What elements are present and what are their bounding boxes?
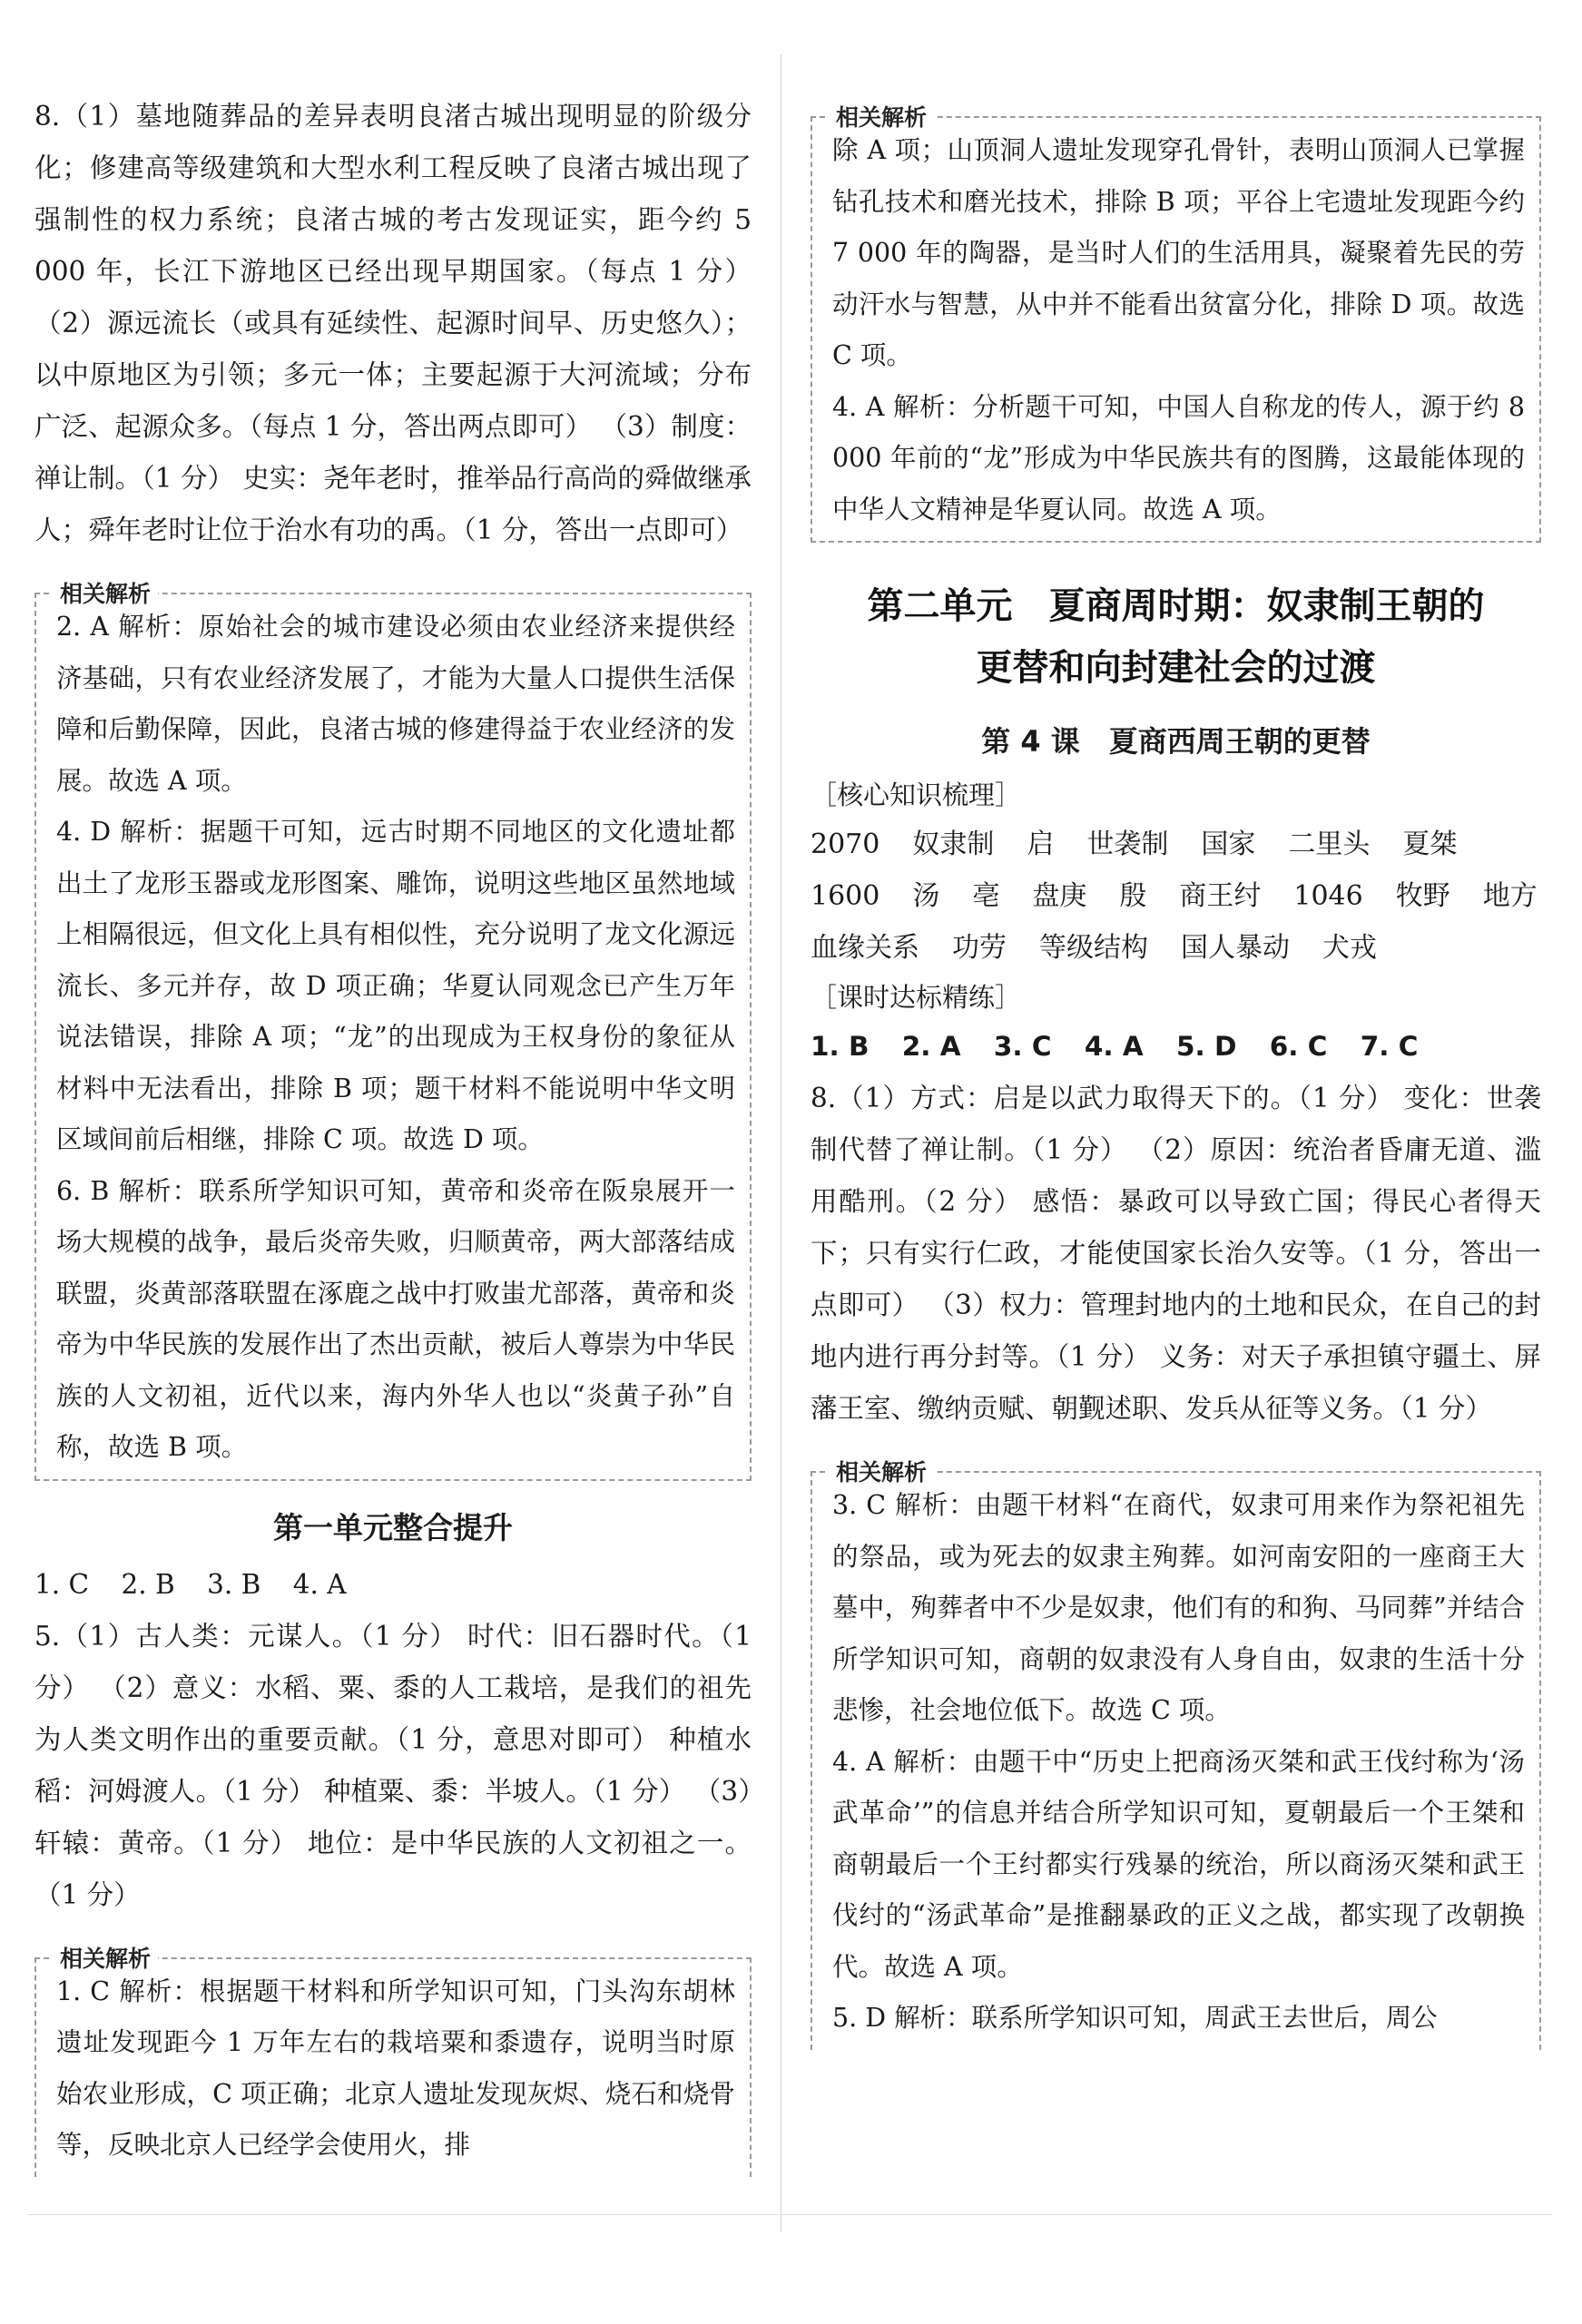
term: 2070 xyxy=(811,829,880,860)
term: 奴隶制 xyxy=(912,829,995,860)
analysis-box-1 xyxy=(34,581,752,1481)
term: 世袭制 xyxy=(1086,829,1169,860)
analysis-box-2 xyxy=(34,1945,752,2177)
term: 血缘关系 xyxy=(811,932,919,964)
answer-item: 3. C xyxy=(993,1031,1052,1062)
term: 国人暴动 xyxy=(1181,932,1290,964)
answer-item: 4. A xyxy=(1084,1031,1144,1062)
answer-item: 3. B xyxy=(207,1568,261,1600)
analysis-label: 相关解析 xyxy=(53,576,158,609)
analysis-item: 3. C 解析：由题干材料“在商代，奴隶可用来作为祭祀祖先的祭品，或为死去的奴隶主殉葬。如河南安阳的一座商王大墓中，殉葬者中不少是奴隶，他们有的和狗、马同葬”并结合所学知识可知，商朝的奴隶没有人身自由，奴隶的生活十分悲惨，社会地位低下。故选 C 项。 xyxy=(832,1490,1525,1725)
term: 等级结构 xyxy=(1039,932,1148,964)
term: 1600 xyxy=(811,880,880,912)
unit1-review-title: 第一单元整合提升 xyxy=(273,1509,513,1545)
analysis-item: 除 A 项；山顶洞人遗址发现穿孔骨针，表明山顶洞人已掌握钻孔技术和磨光技术，排除 B 项；平谷上宅遗址发现距今约 7 000 年的陶器，是当时人们的生活用具，凝聚着先民的劳动汗水与智慧，从中并不能看出贫富分化，排除 D 项。故选 C 项。 xyxy=(832,135,1525,370)
term: 亳 xyxy=(972,880,1000,912)
analysis-item: 6. B 解析：联系所学知识可知，黄帝和炎帝在阪泉展开一场大规模的战争，最后炎帝失败，归顺黄帝，两大部落结成联盟，炎黄部落联盟在涿鹿之战中打败蚩尤部落，黄帝和炎帝为中华民族的发展作出了杰出贡献，被后人尊崇为中华民族的人文初祖，近代以来，海内外华人也以“炎黄子孙”自称，故选 B 项。 xyxy=(56,1175,735,1462)
analysis-item: 5. D 解析：联系所学知识可知，周武王去世后，周公 xyxy=(832,2003,1438,2033)
term: 功劳 xyxy=(952,932,1007,964)
analysis-label: 相关解析 xyxy=(53,1941,158,1974)
analysis-box-3 xyxy=(811,1459,1541,2050)
answer-item: 2. B xyxy=(121,1568,175,1600)
analysis-label: 相关解析 xyxy=(829,1455,934,1487)
section-heading-core: ［核心知识梳理］ xyxy=(811,780,1022,810)
answer-item: 4. A xyxy=(292,1568,347,1600)
term: 商王纣 xyxy=(1179,880,1262,912)
analysis-label: 相关解析 xyxy=(829,100,934,132)
term: 盘庚 xyxy=(1032,880,1087,912)
unit2-title-line2: 更替和向封建社会的过渡 xyxy=(976,647,1376,689)
answer-q8-lesson4: 8.（1）方式：启是以武力取得天下的。（1 分） 变化：世袭制代替了禅让制。（1 分） （2）原因：统治者昏庸无道、滥用酷刑。（2 分） 感悟：暴政可以导致亡国；得民心者得天下；只有实行仁政，才能使国家长治久安等。（1 分，答出一点即可） （3）权力：管理封地内的土地和民众，在自己的封地内进行再分封等。（1 分） 义务：对天子承担镇守疆土、屏藩王室、缴纳贡赋、朝觐述职、发兵从征等义务。（1 分） xyxy=(811,1083,1541,1424)
term: 启 xyxy=(1027,829,1055,860)
answer-q8-unit1: 8.（1）墓地随葬品的差异表明良渚古城出现明显的阶级分化；修建高等级建筑和大型水利工程反映了良渚古城出现了强制性的权力系统；良渚古城的考古发现证实，距今约 5 000 年，长江下游地区已经出现早期国家。（每点 1 分） （2）源远流长（或具有延续性、起源时间早、历史悠久）；以中原地区为引领；多元一体；主要起源于大河流域；分布广泛、起源众多。（每点 1 分，答出两点即可） （3）制度：禅让制。（1 分） 史实：尧年老时，推举品行高尚的舜做继承人；舜年老时让位于治水有功的禹。（1 分，答出一点即可） xyxy=(34,101,752,545)
lesson-title: 第 4 课 夏商西周王朝的更替 xyxy=(981,724,1371,759)
answer-item: 1. C xyxy=(34,1568,90,1600)
term: 殷 xyxy=(1119,880,1147,912)
unit2-title xyxy=(811,575,1541,699)
unit1-choice-answers xyxy=(34,1559,752,1611)
answer-q5-unit1: 5.（1）古人类：元谋人。（1 分） 时代：旧石器时代。（1 分） （2）意义：水稻、粟、黍的人工栽培，是我们的祖先为人类文明作出的重要贡献。（1 分，意思对即可） 种植水稻：河姆渡人。（1 分） 种植粟、黍：半坡人。（1 分） （3）轩辕：黄帝。（1 分） 地位：是中华民族的人文初祖之一。（1 分） xyxy=(34,1620,752,1910)
core-knowledge-terms xyxy=(811,819,1541,974)
unit2-title-line1: 第二单元 夏商周时期：奴隶制王朝的 xyxy=(867,585,1485,627)
answer-item: 1. B xyxy=(811,1031,870,1062)
analysis-item: 4. A 解析：分析题干可知，中国人自称龙的传人，源于约 8 000 年前的“龙”形成为中华民族共有的图腾，这最能体现的中华人文精神是华夏认同。故选 A 项。 xyxy=(832,391,1525,525)
answer-item: 2. A xyxy=(901,1031,961,1062)
analysis-item: 2. A 解析：原始社会的城市建设必须由农业经济来提供经济基础，只有农业经济发展了，才能为大量人口提供生活保障和后勤保障，因此，良渚古城的修建得益于农业经济的发展。故选 A 项。 xyxy=(56,612,735,796)
analysis-box-continued xyxy=(811,104,1541,543)
page-bottom-rule xyxy=(27,2214,1552,2215)
analysis-item: 4. D 解析：据题干可知，远古时期不同地区的文化遗址都出土了龙形玉器或龙形图案、雕饰，说明这些地区虽然地域上相隔很远，但文化上具有相似性，充分说明了龙文化源远流长、多元并存，故 D 项正确；华夏认同观念已产生万年说法错误，排除 A 项；“龙”的出现成为王权身份的象征从材料中无法看出，排除 B 项；题干材料不能说明中华文明区域间前后相继，排除 C 项。故选 D 项。 xyxy=(56,817,735,1154)
section-heading-practice: ［课时达标精练］ xyxy=(811,982,1022,1013)
answer-item: 6. C xyxy=(1269,1031,1328,1062)
right-column xyxy=(811,104,1541,2050)
term: 犬戎 xyxy=(1322,932,1377,964)
term: 二里头 xyxy=(1288,829,1371,860)
term: 汤 xyxy=(912,880,940,912)
term: 国家 xyxy=(1201,829,1256,860)
lesson4-choice-answers xyxy=(811,1021,1541,1073)
term: 夏桀 xyxy=(1402,829,1458,860)
answer-item: 7. C xyxy=(1360,1031,1419,1062)
term: 1046 xyxy=(1293,880,1363,912)
left-column xyxy=(34,91,752,2177)
term: 地方 xyxy=(1482,880,1538,912)
term: 牧野 xyxy=(1395,880,1450,912)
answer-item: 5. D xyxy=(1175,1031,1237,1062)
analysis-item: 4. A 解析：由题干中“历史上把商汤灭桀和武王伐纣称为‘汤武革命’”的信息并结合所学知识可知，夏朝最后一个王桀和商朝最后一个王纣都实行残暴的统治，所以商汤灭桀和武王伐纣的“汤武革命”是推翻暴政的正义之战，都实现了改朝换代。故选 A 项。 xyxy=(832,1746,1525,1982)
analysis-item: 1. C 解析：根据题干材料和所学知识可知，门头沟东胡林遗址发现距今 1 万年左右的栽培粟和黍遗存，说明当时原始农业形成，C 项正确；北京人遗址发现灰烬、烧石和烧骨等，反映北京人已经学会使用火，排 xyxy=(56,1976,735,2160)
